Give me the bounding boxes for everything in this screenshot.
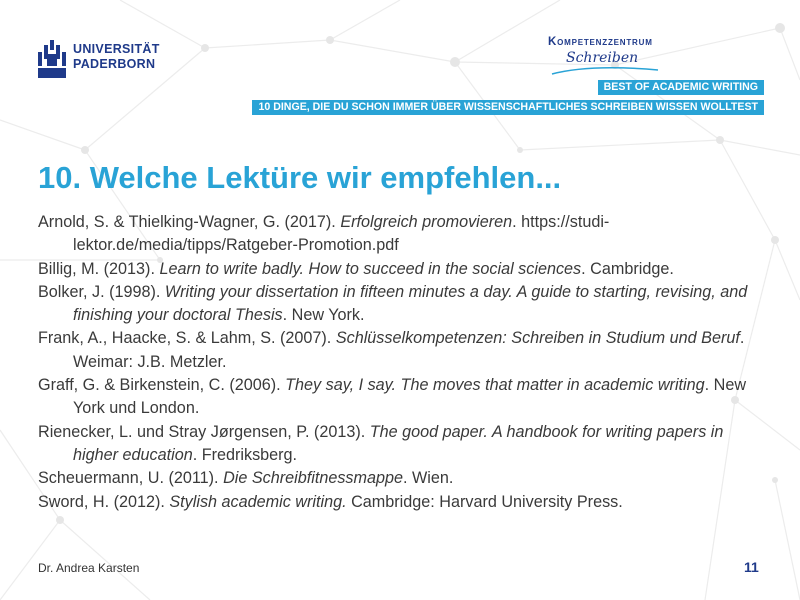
schreiben-label: Schreiben — [566, 50, 639, 66]
kompetenzzentrum-label: Kompetenzzentrum — [548, 36, 653, 48]
logo-line-1: UNIVERSITÄT — [73, 42, 160, 56]
reference-item: Billig, M. (2013). Learn to write badly. How to succeed in the social sciences. Cambridge. — [38, 259, 674, 278]
reference-list — [38, 211, 758, 514]
reference-item: Rienecker, L. und Stray Jørgensen, P. (2013). The good paper. A handbook for writing papers in higher education. Fredriksberg. — [38, 422, 724, 464]
reference-item: Scheuermann, U. (2011). Die Schreibfitnessmappe. Wien. — [38, 469, 454, 488]
reference-item: Bolker, J. (1998). Writing your dissertation in fifteen minutes a day. A guide to starting, revising, and finishing your doctoral Thesis. New York. — [38, 282, 748, 325]
reference-item: Graff, G. & Birkenstein, C. (2006). They say, I say. The moves that matter in academic writing. New York und London. — [38, 376, 747, 418]
university-logo — [37, 38, 177, 82]
page-title: 10. Welche Lektüre wir empfehlen... — [38, 160, 562, 195]
best-of-band: BEST OF ACADEMIC WRITING — [598, 80, 764, 95]
reference-item: Sword, H. (2012). Stylish academic writing. Cambridge: Harvard University Press. — [38, 492, 623, 511]
reference-item: Arnold, S. & Thielking-Wagner, G. (2017). Erfolgreich promovieren. https://studi-lektor.de/media/tipps/Ratgeber-Promotion.pdf — [38, 213, 610, 255]
kompetenzzentrum-logo — [548, 36, 708, 76]
footer-author: Dr. Andrea Karsten — [38, 561, 140, 575]
series-band: 10 DINGE, DIE DU SCHON IMMER ÜBER WISSENSCHAFTLICHES SCHREIBEN WISSEN WOLLTEST — [252, 100, 764, 115]
swoosh-icon — [550, 64, 660, 76]
page-number: 11 — [744, 559, 759, 575]
university-emblem-icon — [37, 40, 67, 78]
reference-item: Frank, A., Haacke, S. & Lahm, S. (2007). Schlüsselkompetenzen: Schreiben in Studium und Beruf. Weimar: J.B. Metzler. — [38, 329, 745, 371]
logo-line-2: PADERBORN — [73, 57, 156, 71]
